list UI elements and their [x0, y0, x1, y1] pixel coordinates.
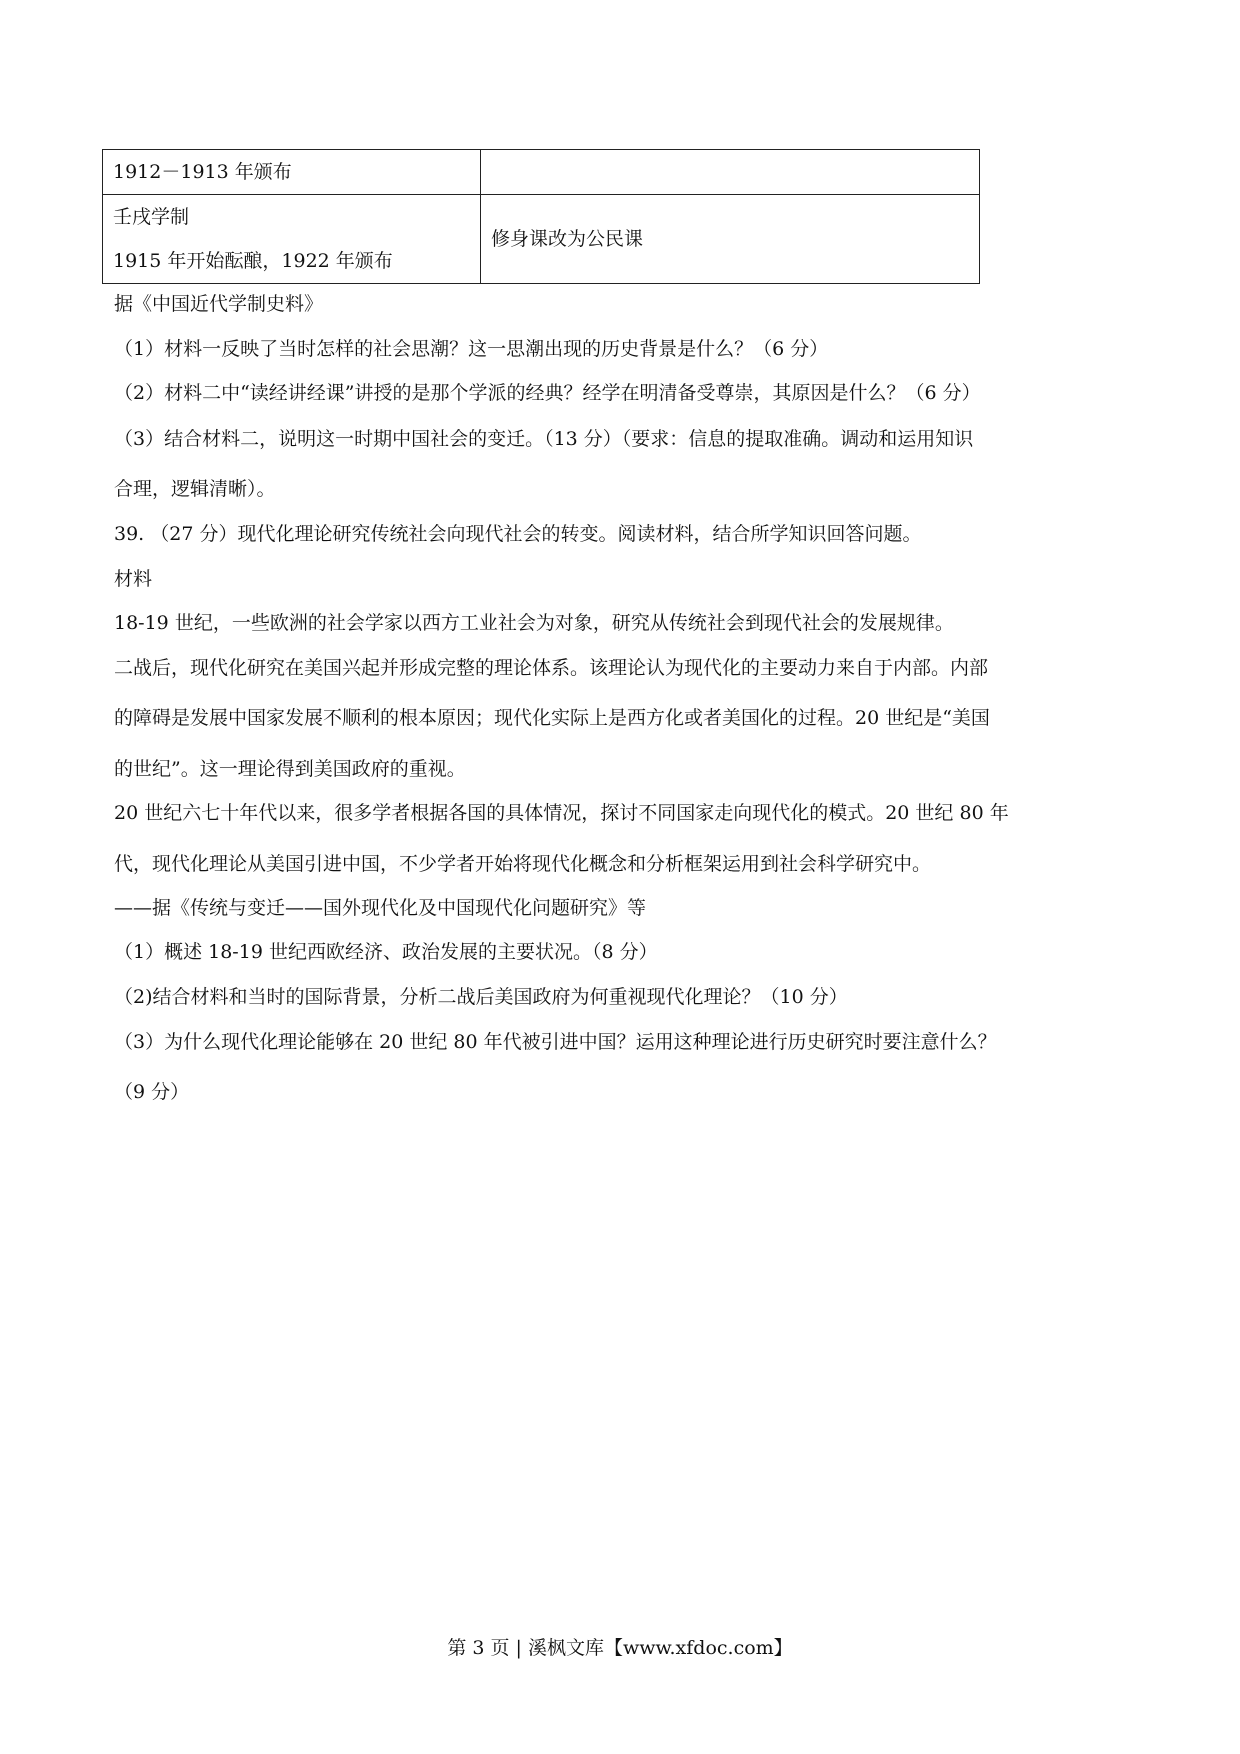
source-note: 据《中国近代学制史料》: [114, 293, 324, 315]
table-row: [103, 195, 980, 284]
table-cell-text: 壬戌学制: [113, 206, 190, 228]
question-39-part-3: （3）为什么现代化理论能够在 20 世纪 80 年代被引进中国？运用这种理论进行历史研究时要注意什么？: [114, 1031, 997, 1053]
question-39-part-2: （2)结合材料和当时的国际背景，分析二战后美国政府为何重视现代化理论？（10 分）: [114, 986, 848, 1008]
table-cell: [103, 195, 481, 284]
question-38-part-3-cont: 合理，逻辑清晰）。: [114, 478, 276, 500]
material-source: ——据《传统与变迁——国外现代化及中国现代化问题研究》等: [114, 897, 647, 919]
table-row: [103, 150, 980, 195]
material-paragraph-2-cont: 的障碍是发展中国家发展不顺利的根本原因；现代化实际上是西方化或者美国化的过程。20 世纪是“美国: [114, 707, 990, 729]
material-paragraph-3-cont: 代，现代化理论从美国引进中国，不少学者开始将现代化概念和分析框架运用到社会科学研究中。: [114, 853, 932, 875]
question-38-part-3: （3）结合材料二，说明这一时期中国社会的变迁。（13 分）（要求：信息的提取准确。调动和运用知识: [114, 428, 974, 450]
question-38-part-1: （1）材料一反映了当时怎样的社会思潮？这一思潮出现的历史背景是什么？（6 分）: [114, 338, 829, 360]
material-paragraph-1: 18-19 世纪，一些欧洲的社会学家以西方工业社会为对象，研究从传统社会到现代社会的发展规律。: [114, 612, 954, 634]
material-label: 材料: [114, 568, 153, 590]
question-38-part-2: （2）材料二中“读经讲经课”讲授的是那个学派的经典？经学在明清备受尊崇，其原因是什么？（6 分）: [114, 382, 981, 404]
table-cell: [481, 195, 980, 284]
table-cell: [103, 150, 481, 195]
question-39-heading: 39. （27 分）现代化理论研究传统社会向现代社会的转变。阅读材料，结合所学知识回答问题。: [114, 523, 922, 545]
table-cell-text: 1912－1913 年颁布: [113, 161, 292, 183]
material-paragraph-3: 20 世纪六七十年代以来，很多学者根据各国的具体情况，探讨不同国家走向现代化的模式。20 世纪 80 年: [114, 802, 1009, 824]
table-cell-text: 修身课改为公民课: [491, 228, 644, 250]
table-cell: [481, 150, 980, 195]
question-39-part-3-cont: （9 分）: [114, 1081, 190, 1103]
table-cell-text: 1915 年开始酝酿，1922 年颁布: [113, 250, 393, 272]
material-paragraph-2: 二战后，现代化研究在美国兴起并形成完整的理论体系。该理论认为现代化的主要动力来自于内部。内部: [114, 657, 989, 679]
question-39-part-1: （1）概述 18-19 世纪西欧经济、政治发展的主要状况。（8 分）: [114, 941, 658, 963]
curriculum-table: [102, 149, 980, 284]
page-footer: 第 3 页 | 溪枫文库【www.xfdoc.com】: [447, 1637, 793, 1659]
material-paragraph-2-end: 的世纪”。这一理论得到美国政府的重视。: [114, 758, 466, 780]
